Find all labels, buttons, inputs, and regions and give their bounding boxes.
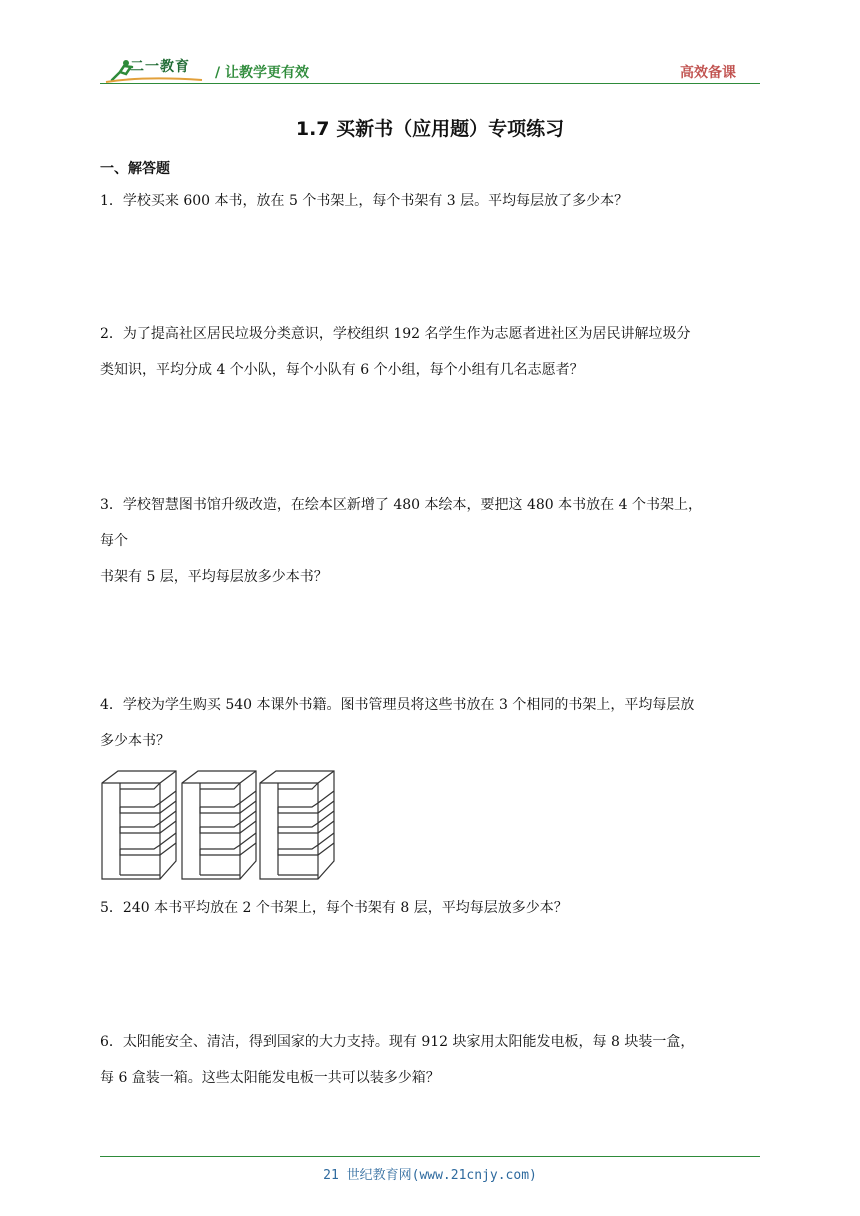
- question-line: 每个: [100, 533, 128, 549]
- bookshelf-3: [260, 771, 334, 879]
- question-2: [100, 316, 765, 388]
- question-5: [100, 890, 765, 926]
- question-line: 类知识，平均分成 4 个小队，每个小队有 6 个小组，每个小组有几名志愿者？: [100, 362, 584, 378]
- header-right-label: 高效备课: [680, 65, 736, 81]
- bookshelves-illustration: [100, 767, 340, 883]
- header-slogan: / 让教学更有效: [215, 65, 309, 81]
- question-line: 6．太阳能安全、清洁，得到国家的大力支持。现有 912 块家用太阳能发电板，每 8 块装一盒，: [100, 1034, 695, 1050]
- question-line: 3．学校智慧图书馆升级改造，在绘本区新增了 480 本绘本，要把这 480 本书放在 4 个书架上，: [100, 497, 702, 513]
- page-header: [100, 52, 760, 86]
- header-divider: [100, 83, 760, 84]
- question-line: 多少本书？: [100, 733, 170, 749]
- question-line: 4．学校为学生购买 540 本课外书籍。图书管理员将这些书放在 3 个相同的书架上，平均每层放: [100, 697, 695, 713]
- question-4: [100, 687, 765, 759]
- question-line: 5．240 本书平均放在 2 个书架上，每个书架有 8 层，平均每层放多少本？: [100, 900, 568, 916]
- question-line: 每 6 盒装一箱。这些太阳能发电板一共可以装多少箱？: [100, 1070, 440, 1086]
- logo-text: 二一教育: [130, 59, 190, 75]
- footer-text: 21 世纪教育网(www.21cnjy.com): [323, 1168, 537, 1183]
- question-3: [100, 487, 765, 595]
- question-6: [100, 1024, 765, 1096]
- footer-divider: [100, 1156, 760, 1157]
- question-line: 2．为了提高社区居民垃圾分类意识，学校组织 192 名学生作为志愿者进社区为居民讲解垃圾分: [100, 326, 691, 342]
- section-title: 一、解答题: [100, 161, 170, 177]
- bookshelf-2: [182, 771, 256, 879]
- bookshelf-1: [102, 771, 176, 879]
- question-line: 1．学校买来 600 本书，放在 5 个书架上，每个书架有 3 层。平均每层放了多少本？: [100, 193, 629, 209]
- question-line: 书架有 5 层，平均每层放多少本书？: [100, 569, 328, 585]
- page-title: 1.7 买新书（应用题）专项练习: [295, 118, 565, 140]
- question-1: [100, 183, 765, 219]
